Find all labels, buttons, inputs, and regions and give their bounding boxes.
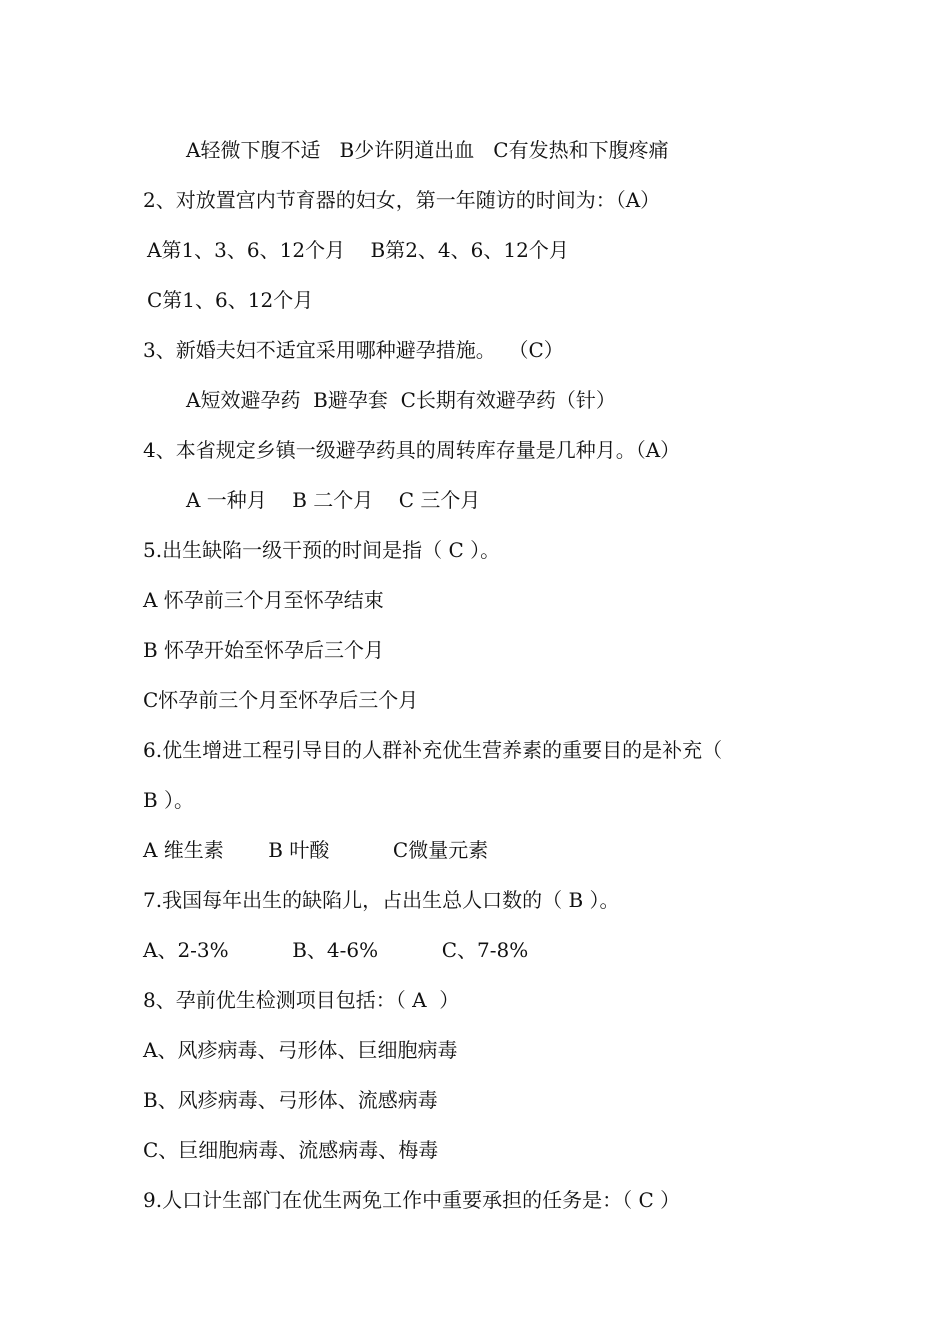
option-line-q6: A 维生素 B 叶酸 C微量元素 bbox=[143, 838, 489, 862]
option-line-q7: A、2-3% B、4-6% C、7-8% bbox=[143, 938, 529, 962]
option-q5-b: B 怀孕开始至怀孕后三个月 bbox=[143, 638, 385, 662]
option-line-q2-a-b: A第1、3、6、12个月 B第2、4、6、12个月 bbox=[147, 238, 569, 262]
question-2: 2、对放置宫内节育器的妇女，第一年随访的时间为：（A） bbox=[143, 188, 661, 212]
question-3: 3、新婚夫妇不适宜采用哪种避孕措施。 （C） bbox=[143, 338, 564, 362]
option-line-q2-c: C第1、6、12个月 bbox=[147, 288, 314, 312]
option-q5-a: A 怀孕前三个月至怀孕结束 bbox=[143, 588, 384, 612]
question-6: 6.优生增进工程引导目的人群补充优生营养素的重要目的是补充（ bbox=[143, 738, 723, 762]
option-line-q3: A短效避孕药 B避孕套 C长期有效避孕药（针） bbox=[186, 388, 616, 412]
option-line-q4: A 一种月 B 二个月 C 三个月 bbox=[186, 488, 481, 512]
question-6-answer: B ）。 bbox=[143, 788, 195, 812]
option-q8-c: C、巨细胞病毒、流感病毒、梅毒 bbox=[143, 1138, 439, 1162]
question-9: 9.人口计生部门在优生两免工作中重要承担的任务是：（ C ） bbox=[143, 1188, 681, 1212]
option-line-q1: A轻微下腹不适 B少许阴道出血 C有发热和下腹疼痛 bbox=[186, 138, 669, 162]
question-5: 5.出生缺陷一级干预的时间是指（ C ）。 bbox=[143, 538, 501, 562]
option-q8-a: A、风疹病毒、弓形体、巨细胞病毒 bbox=[143, 1038, 458, 1062]
question-8: 8、孕前优生检测项目包括：（ A ） bbox=[143, 988, 460, 1012]
question-4: 4、本省规定乡镇一级避孕药具的周转库存量是几种月。（A） bbox=[143, 438, 681, 462]
option-q8-b: B、风疹病毒、弓形体、流感病毒 bbox=[143, 1088, 438, 1112]
question-7: 7.我国每年出生的缺陷儿，占出生总人口数的（ B ）。 bbox=[143, 888, 620, 912]
option-q5-c: C怀孕前三个月至怀孕后三个月 bbox=[143, 688, 419, 712]
